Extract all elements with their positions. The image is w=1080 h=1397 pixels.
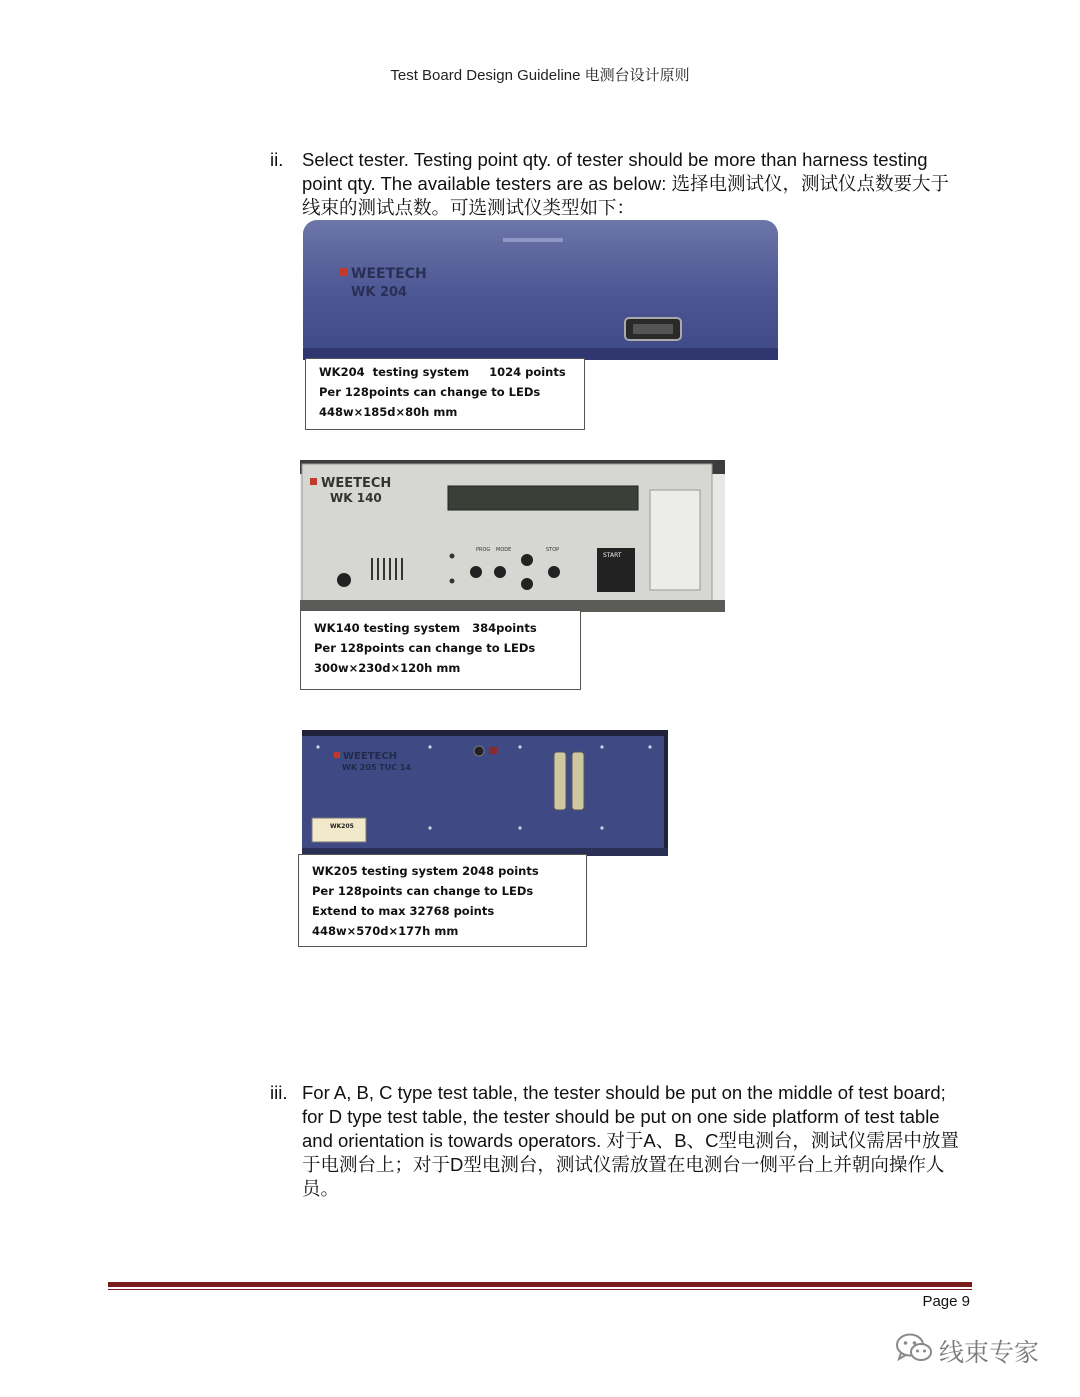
list-text: For A, B, C type test table, the tester should be put on the middle of test board; for D type test table, the tester should be put on one side platform of test table and orientation is towards operators. 对于A、B、C型电测台，测试仪需居中放置于电测台上；对于D型电测台，测试仪需放置在电测台一侧平台上并朝向操作人员。 xyxy=(302,1082,959,1199)
wk204-photo xyxy=(303,220,778,360)
caption-line: WK204 testing system 1024 points xyxy=(319,365,566,379)
caption-line: 300w×230d×120h mm xyxy=(314,661,461,675)
caption-line: WK205 testing system 2048 points xyxy=(312,864,539,878)
footer-rule xyxy=(108,1282,972,1287)
wk205-brand-text: WEETECH xyxy=(343,751,398,762)
wk140-model-text: WK 140 xyxy=(330,491,382,505)
wk140-brand-text: WEETECH xyxy=(321,476,392,491)
wk205-sticker-text: WK205 xyxy=(330,823,354,830)
start-label: START xyxy=(603,552,622,559)
wk204-caption xyxy=(305,358,585,430)
caption-line: 448w×570d×177h mm xyxy=(312,924,459,938)
watermark xyxy=(895,1332,1039,1369)
wechat-icon xyxy=(895,1332,933,1369)
wk204-brand-text: WEETECH xyxy=(351,266,427,282)
caption-line: 448w×185d×80h mm xyxy=(319,405,458,419)
caption-line: WK140 testing system 384points xyxy=(314,621,537,635)
list-number: ii. xyxy=(270,149,284,170)
page-number: Page 9 xyxy=(922,1293,970,1310)
wk205-model-text: WK 205 TUC 14 xyxy=(342,763,412,772)
stop-label: STOP xyxy=(546,547,560,553)
wk205-caption xyxy=(298,854,587,947)
wk204-model-text: WK 204 xyxy=(351,285,408,300)
page-header-title: Test Board Design Guideline 电测台设计原则 xyxy=(390,67,690,84)
list-text: Select tester. Testing point qty. of tester should be more than harness testing point qty. The available testers are as below: 选择电测试仪，测试仪点数要大于线束的测试点数。可选测试仪类型如下： xyxy=(302,149,950,218)
caption-line: Per 128points can change to LEDs xyxy=(314,641,536,655)
list-number: iii. xyxy=(270,1082,288,1103)
prog-label: PROG xyxy=(476,547,491,553)
wk205-photo xyxy=(302,730,668,856)
watermark-text: 线束专家 xyxy=(939,1337,1040,1367)
wk140-caption xyxy=(300,610,581,690)
caption-line: Per 128points can change to LEDs xyxy=(319,385,541,399)
mode-label: MODE xyxy=(496,547,512,553)
caption-line: Extend to max 32768 points xyxy=(312,904,495,918)
caption-line: Per 128points can change to LEDs xyxy=(312,884,534,898)
footer-rule-thin xyxy=(108,1289,972,1290)
wk140-photo xyxy=(300,460,725,612)
